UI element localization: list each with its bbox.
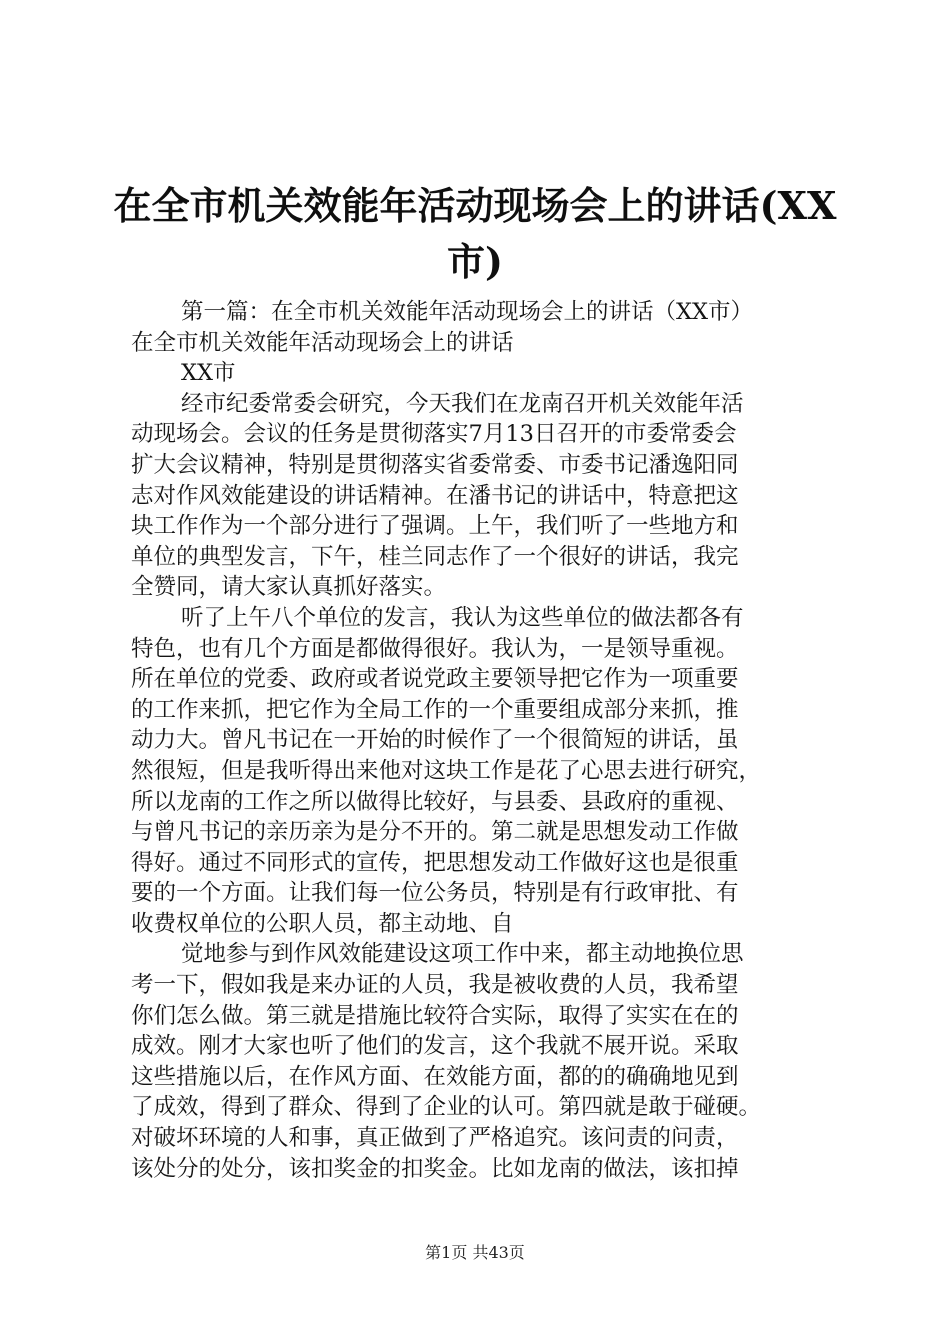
- body-line: 对破坏环境的人和事，真正做到了严格追究。该问责的问责，: [131, 1125, 739, 1152]
- body-line: 所以龙南的工作之所以做得比较好，与县委、县政府的重视、: [131, 788, 739, 815]
- body-line: 觉地参与到作风效能建设这项工作中来，都主动地换位思: [181, 941, 744, 968]
- body-line: 块工作作为一个部分进行了强调。上午，我们听了一些地方和: [131, 513, 739, 540]
- body-line: 动现场会。会议的任务是贯彻落实7月13日召开的市委常委会: [131, 421, 737, 448]
- body-line: XX市: [181, 360, 236, 387]
- body-line: 动力大。曾凡书记在一开始的时候作了一个很简短的讲话，虽: [131, 727, 739, 754]
- body-line: 你们怎么做。第三就是措施比较符合实际，取得了实实在在的: [131, 1002, 739, 1029]
- body-line: 全赞同，请大家认真抓好落实。: [131, 574, 447, 601]
- body-line: 收费权单位的公职人员，都主动地、自: [131, 910, 514, 937]
- body-line: 然很短，但是我听得出来他对这块工作是花了心思去进行研究，: [131, 757, 762, 784]
- body-line: 与曾凡书记的亲历亲为是分不开的。第二就是思想发动工作做: [131, 819, 739, 846]
- body-line: 了成效，得到了群众、得到了企业的认可。第四就是敢于碰硬。: [131, 1094, 762, 1121]
- body-line: 听了上午八个单位的发言，我认为这些单位的做法都各有: [181, 604, 744, 631]
- body-line: 得好。通过不同形式的宣传，把思想发动工作做好这也是很重: [131, 849, 739, 876]
- body-line: 要的一个方面。让我们每一位公务员，特别是有行政审批、有: [131, 880, 739, 907]
- body-line: 的工作来抓，把它作为全局工作的一个重要组成部分来抓，推: [131, 696, 739, 723]
- body-line: 成效。刚才大家也听了他们的发言，这个我就不展开说。采取: [131, 1033, 739, 1060]
- body-line: 该处分的处分，该扣奖金的扣奖金。比如龙南的做法，该扣掉: [131, 1155, 739, 1182]
- body-line: 单位的典型发言，下午，桂兰同志作了一个很好的讲话，我完: [131, 543, 739, 570]
- body-line: 经市纪委常委会研究，今天我们在龙南召开机关效能年活: [181, 390, 744, 417]
- body-line: 所在单位的党委、政府或者说党政主要领导把它作为一项重要: [131, 666, 739, 693]
- document-title: [100, 178, 850, 290]
- body-line: 特色，也有几个方面是都做得很好。我认为，一是领导重视。: [131, 635, 739, 662]
- body-line: 第一篇：在全市机关效能年活动现场会上的讲话（XX市）: [181, 299, 754, 325]
- body-line: 志对作风效能建设的讲话精神。在潘书记的讲话中，特意把这: [131, 482, 739, 509]
- body-line: 在全市机关效能年活动现场会上的讲话: [131, 329, 514, 356]
- body-line: 扩大会议精神，特别是贯彻落实省委常委、市委书记潘逸阳同: [131, 451, 739, 478]
- title-line-1: 在全市机关效能年活动现场会上的讲话(XX: [113, 183, 837, 228]
- title-line-2: 市): [447, 239, 503, 284]
- body-line: 这些措施以后，在作风方面、在效能方面，都的的确确地见到: [131, 1063, 739, 1090]
- page-footer: 第1页 共43页: [425, 1243, 525, 1262]
- body-line: 考一下，假如我是来办证的人员，我是被收费的人员，我希望: [131, 972, 739, 999]
- document-body: [131, 297, 831, 1184]
